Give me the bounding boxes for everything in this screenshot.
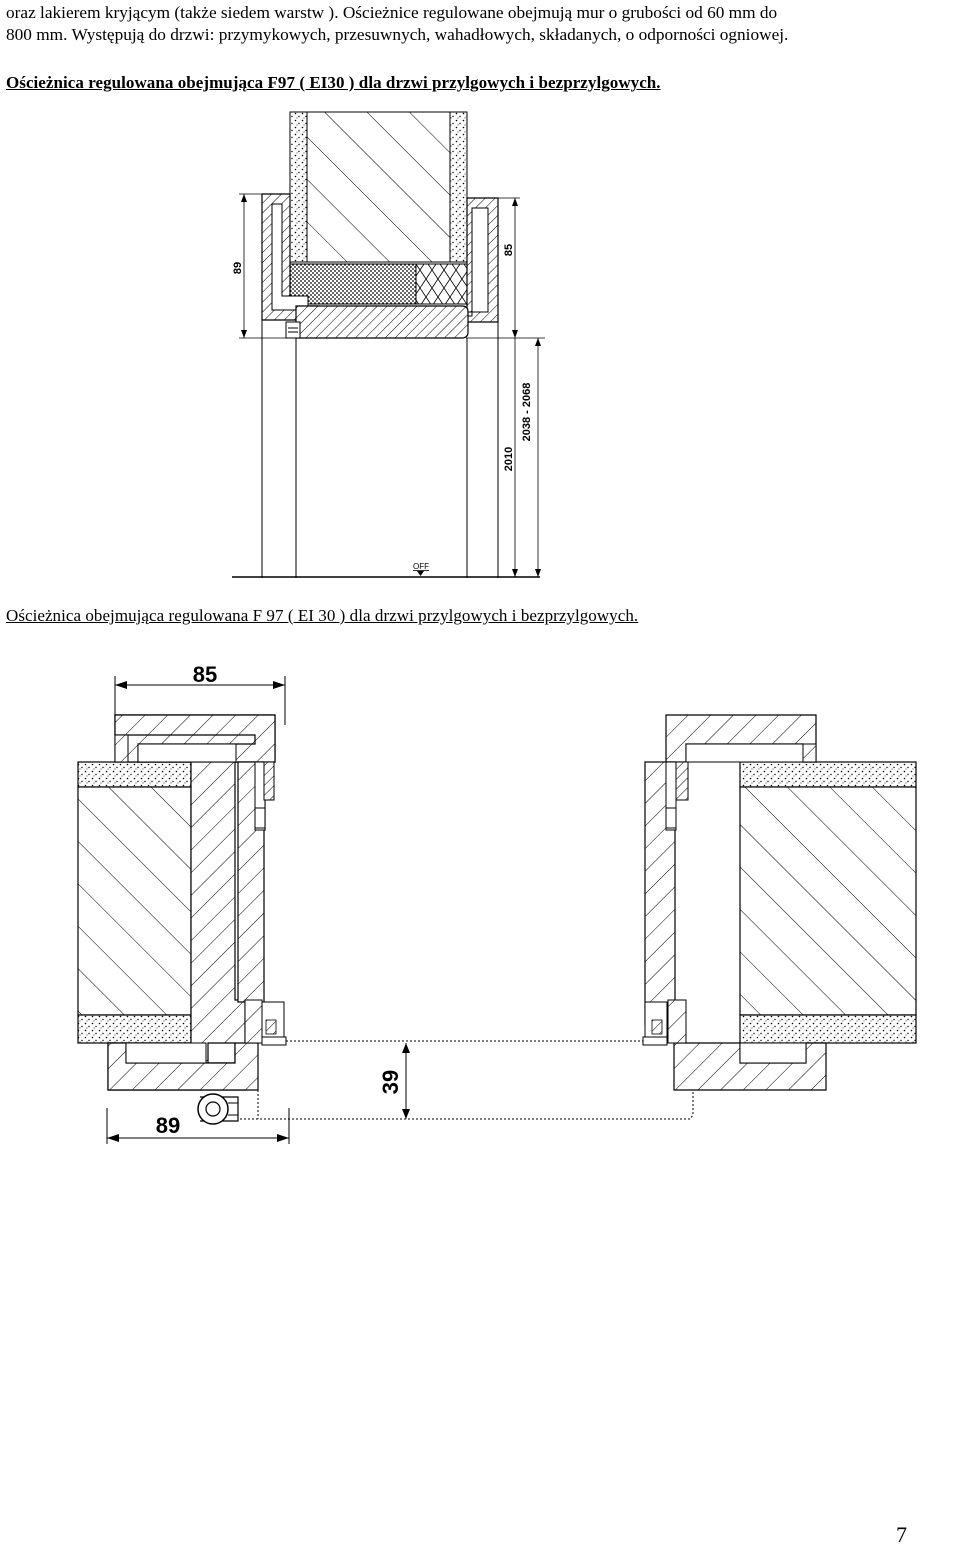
door-leaf-top (296, 306, 468, 338)
off-label: OFF (413, 562, 429, 571)
dim-2038-label: 2038 - 2068 (521, 382, 533, 442)
insulation-dense (290, 264, 416, 304)
right-wall-plaster-top (740, 762, 916, 787)
paragraph-line-2: 800 mm. Występują do drzwi: przymykowych, przesuwnych, wahadłowych, składanych, o odporności ogniowej. (6, 25, 789, 44)
left-wall-masonry (78, 787, 191, 1015)
figure-2-caption: Ościeżnica obejmująca regulowana F 97 ( EI 30 ) dla drzwi przylgowych i bezprzylgowych. (6, 606, 639, 625)
wall-plaster-left (290, 112, 307, 262)
right-wall-masonry (740, 787, 916, 1015)
wall-plaster-right (450, 112, 467, 262)
dim-39-label: 39 (378, 1069, 403, 1095)
dim-2010-label: 2010 (503, 446, 515, 472)
hinge-icon (198, 1094, 238, 1124)
figure-2-drawing (78, 676, 916, 1144)
paragraph-line-1: oraz lakierem kryjącym (także siedem warstw ). Ościeżnice regulowane obejmują mur o grubości od 60 mm do (6, 3, 778, 22)
left-wall-plaster-top (78, 762, 191, 787)
dim-89-label-2: 89 (155, 1113, 181, 1138)
wall-masonry (307, 112, 450, 262)
dim-85-label: 85 (503, 243, 515, 257)
dim-89-label: 89 (232, 261, 244, 275)
figure-1-caption: Ościeżnica regulowana obejmująca F97 ( EI30 ) dla drzwi przylgowych i bezprzylgowych. (6, 73, 661, 92)
left-wall-plaster-bottom (78, 1015, 191, 1043)
right-wall-plaster-bottom (740, 1015, 916, 1043)
insulation-wool (416, 264, 467, 304)
swing-line (232, 1092, 693, 1119)
dim-85-label-2: 85 (192, 662, 218, 687)
page-number: 7 (896, 1522, 907, 1547)
figure-1-drawing (232, 112, 545, 578)
